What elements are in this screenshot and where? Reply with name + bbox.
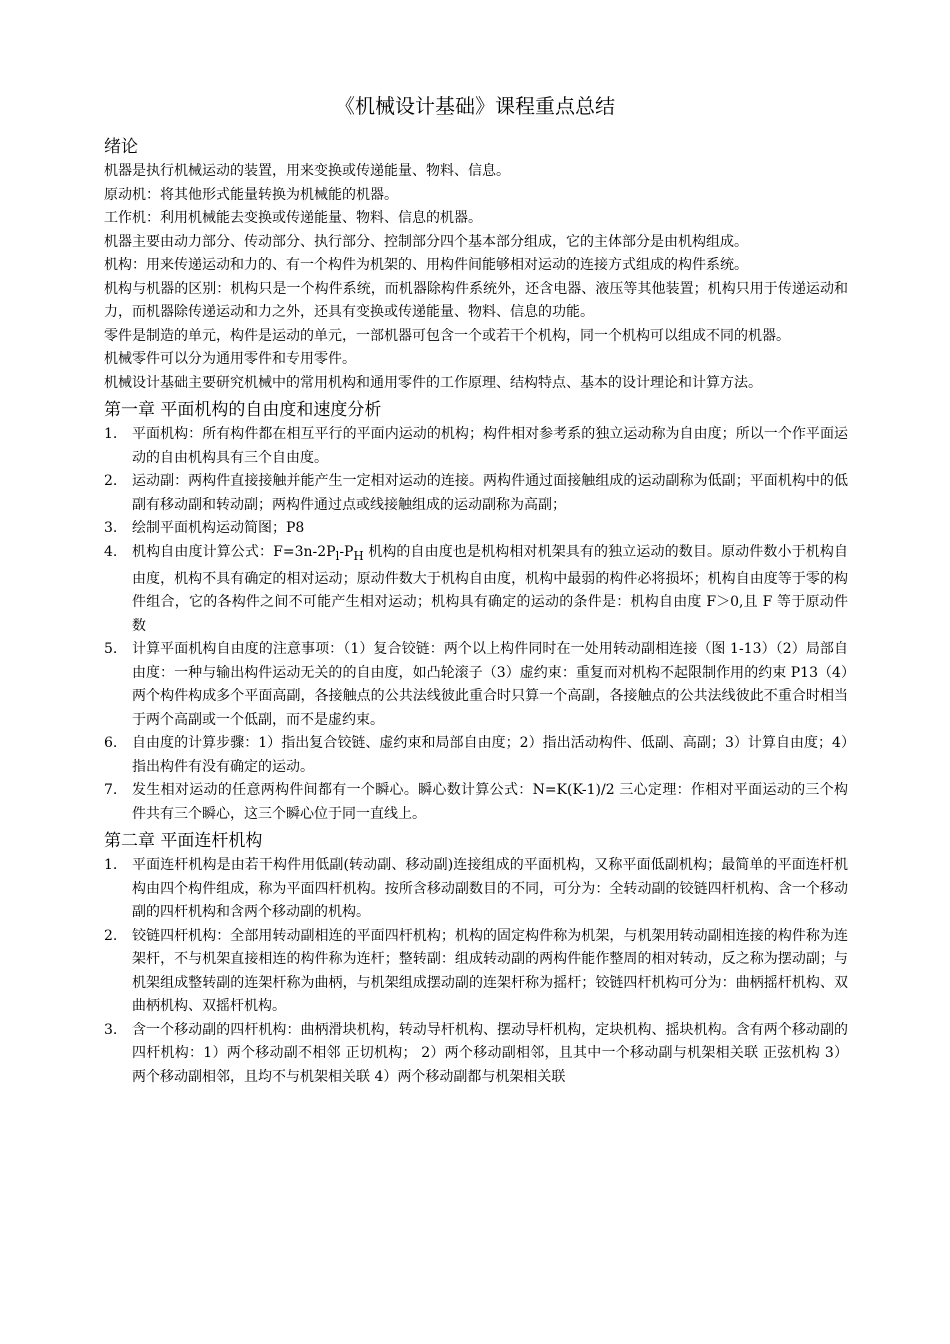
list-number: 2. <box>104 473 118 489</box>
document-body <box>104 132 848 1089</box>
list-item <box>104 854 848 925</box>
section-heading-intro: 绪论 <box>104 137 138 157</box>
paragraph: 机构与机器的区别：机构只是一个构件系统，而机器除构件系统外，还含电器、液压等其他装置；机构只用于传递运动和力，而机器除传递运动和力之外，还具有变换或传递能量、物料、信息的功能。 <box>104 280 848 320</box>
list-text: 计算平面机构自由度的注意事项：（1）复合铰链：两个以上构件同时在一处用转动副相连接（图 1-13）（2）局部自由度：一种与输出构件运动无关的的自由度，如凸轮滚子（3）虚约束：重复而对机构不起限制作用的约束 P13（4）两个构件构成多个平面高副，各接触点的公共法线彼此重合时只算一个高副，各接触点的公共法线彼此不重合时相当于两个高副或一个低副，而不是虚约束。 <box>132 641 848 728</box>
list-number: 3. <box>104 520 118 536</box>
list-number: 4. <box>104 543 118 560</box>
list-number: 1. <box>104 426 118 442</box>
list-number: 7. <box>104 782 118 799</box>
intro-section <box>104 160 848 395</box>
paragraph: 机构：用来传递运动和力的、有一个构件为机架的、用构件间能够相对运动的连接方式组成的构件系统。 <box>104 257 748 273</box>
list-text: 含一个移动副的四杆机构：曲柄滑块机构，转动导杆机构、摆动导杆机构，定块机构、摇块机构。含有两个移动副的四杆机构：1）两个移动副不相邻 正切机构； 2）两个移动副相邻，且其中一个移动副与机架相关联 正弦机构 3）两个移动副相邻，且均不与机架相关联 4）两个移动副都与机架相关联 <box>132 1021 848 1085</box>
list-text: 绘制平面机构运动简图；P8 <box>132 520 305 536</box>
list-item <box>104 925 848 1019</box>
formula-text: 机构自由度计算公式：F=3n-2P <box>132 543 336 560</box>
list-text: 平面连杆机构是由若干构件用低副(转动副、移动副)连接组成的平面机构，又称平面低副机构；最简单的平面连杆机构由四个构件组成，称为平面四杆机构。按所含移动副数目的不同，可分为：全转动副的铰链四杆机构、含一个移动副的四杆机构和含两个移动副的机构。 <box>132 857 848 921</box>
paragraph: 机械零件可以分为通用零件和专用零件。 <box>104 351 356 367</box>
list-number: 3. <box>104 1021 118 1038</box>
list-text: 机构的自由度也是机构相对机架具有的独立运动的数目。原动件数小于机构自由度，机构不具有确定的相对运动；原动件数大于机构自由度，机构中最弱的构件必将损坏；机构自由度等于零的构件组合，它的各构件之间不可能产生相对运动；机构具有确定的运动的条件是：机构自由度 F＞0,且 F 等于原动件数 <box>132 543 848 634</box>
formula-text: -P <box>339 543 354 560</box>
paragraph: 机器主要由动力部分、传动部分、执行部分、控制部分四个基本部分组成，它的主体部分是由机构组成。 <box>104 233 748 250</box>
list-text: 运动副：两构件直接接触并能产生一定相对运动的连接。两构件通过面接触组成的运动副称为低副；平面机构中的低副有移动副和转动副；两构件通过点或线接触组成的运动副称为高副； <box>132 473 848 513</box>
formula-subscript-l: l <box>335 548 340 563</box>
list-item <box>104 1019 848 1090</box>
section-heading-chapter2: 第二章 平面连杆机构 <box>104 831 263 852</box>
list-item <box>104 638 848 732</box>
list-item <box>104 732 848 779</box>
paragraph: 零件是制造的单元，构件是运动的单元，一部机器可包含一个或若干个机构，同一个机构可以组成不同的机器。 <box>104 327 790 344</box>
paragraph: 机器是执行机械运动的装置，用来变换或传递能量、物料、信息。 <box>104 163 510 179</box>
list-number: 6. <box>104 735 118 752</box>
list-item <box>104 470 848 517</box>
list-text: 铰链四杆机构：全部用转动副相连的平面四杆机构；机构的固定构件称为机架，与机架用转动副相连接的构件称为连架杆，不与机架直接相连的构件称为连杆；整转副：组成转动副的两构件能作整周的相对转动，反之称为摆动副；与机架组成整转副的连架杆称为曲柄，与机架组成摆动副的连架杆称为摇杆；铰链四杆机构可分为：曲柄摇杆机构、双曲柄机构、双摇杆机构。 <box>132 927 848 1015</box>
list-item <box>104 517 848 541</box>
paragraph: 机械设计基础主要研究机械中的常用机构和通用零件的工作原理、结构特点、基本的设计理论和计算方法。 <box>104 374 762 391</box>
list-number: 5. <box>104 641 118 658</box>
section-heading-chapter1: 第一章 平面机构的自由度和速度分析 <box>104 400 382 420</box>
list-text: 平面机构：所有构件都在相互平行的平面内运动的机构；构件相对参考系的独立运动称为自由度；所以一个作平面运动的自由机构具有三个自由度。 <box>132 426 848 466</box>
list-number: 2. <box>104 927 118 944</box>
list-text: 自由度的计算步骤：1）指出复合铰链、虚约束和局部自由度；2）指出活动构件、低副、高副；3）计算自由度；4）指出构件有没有确定的运动。 <box>132 735 848 775</box>
list-item <box>104 541 848 639</box>
chapter1-list <box>104 423 848 826</box>
list-item <box>104 779 848 826</box>
chapter2-list <box>104 854 848 1089</box>
paragraph: 工作机：利用机械能去变换或传递能量、物料、信息的机器。 <box>104 210 482 226</box>
document-title: 《机械设计基础》课程重点总结 <box>335 94 615 118</box>
list-item <box>104 423 848 470</box>
list-text: 发生相对运动的任意两构件间都有一个瞬心。瞬心数计算公式：N=K(K-1)/2 三心定理：作相对平面运动的三个构件共有三个瞬心，这三个瞬心位于同一直线上。 <box>132 782 848 822</box>
list-number: 1. <box>104 857 118 874</box>
formula-subscript-h: H <box>353 548 364 563</box>
paragraph: 原动机：将其他形式能量转换为机械能的机器。 <box>104 186 398 203</box>
